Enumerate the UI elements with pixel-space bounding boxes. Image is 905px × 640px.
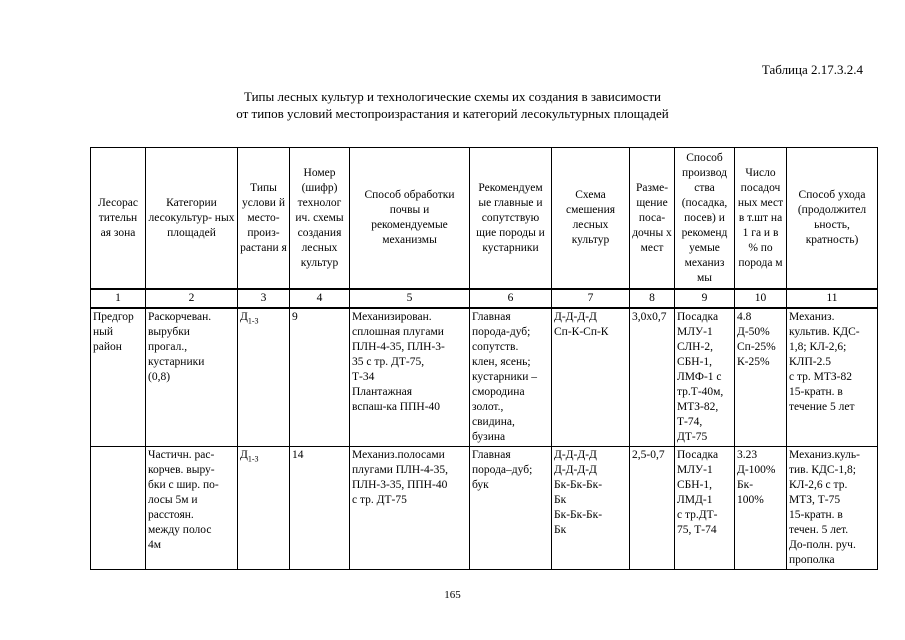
- cell-production-method-line: с тр.ДТ-: [677, 509, 718, 521]
- cell-care-method-line: тив. КДС-1,8;: [789, 464, 856, 476]
- cell-care-method-line: Механиз.: [789, 311, 835, 323]
- cell-zone: [91, 447, 146, 570]
- cell-production-method-line: МТЗ-82,: [677, 401, 719, 413]
- cell-mix-scheme-line: Бк-Бк-Бк-: [554, 479, 603, 491]
- cell-category: [146, 447, 238, 570]
- title-line-2: от типов условий местопроизрастания и категорий лесокультурных площадей: [236, 106, 669, 121]
- cell-care-method-line: с тр. МТЗ-82: [789, 371, 852, 383]
- cell-planting-count-line: Д-100%: [737, 464, 776, 476]
- cell-soil-treatment-line: вспаш-ка ППН-40: [352, 401, 441, 413]
- site-type-main: Д: [240, 311, 248, 323]
- column-number: 6: [470, 289, 552, 308]
- document-title: [0, 88, 905, 122]
- cell-mix-scheme-line: Д-Д-Д-Д: [554, 464, 597, 476]
- header-species: Рекомендуем ые главные и сопутствую щие породы и кустарники: [470, 148, 552, 290]
- cell-species-line: кустарники –: [472, 371, 537, 383]
- site-type-sub: 1-3: [247, 454, 259, 464]
- table-row: [91, 308, 878, 447]
- cell-production-method-line: ЛМФ-1 с: [677, 371, 722, 383]
- cell-soil-treatment-line: 35 с тр. ДТ-75,: [352, 356, 425, 368]
- cell-planting-count: [735, 308, 787, 447]
- header-zone: Лесорас тительн ая зона: [91, 148, 146, 290]
- cell-soil-treatment: [350, 447, 470, 570]
- cell-production-method-line: тр.Т-40м,: [677, 386, 724, 398]
- header-production-method: Способ производ ства (посадка, посев) и рекоменд уемые механиз мы: [675, 148, 735, 290]
- table-row: [91, 447, 878, 570]
- column-number-row: [91, 289, 878, 308]
- cell-care-method-line: 15-кратн. в: [789, 509, 843, 521]
- cell-category: [146, 308, 238, 447]
- cell-care-method-line: МТЗ, Т-75: [789, 494, 841, 506]
- cell-species-line: Главная: [472, 449, 511, 461]
- cell-care-method-line: До-полн. руч.: [789, 539, 856, 551]
- cell-care-method-line: 1,8; КЛ-2,6;: [789, 341, 847, 353]
- cell-category-line: между полос: [148, 524, 212, 536]
- header-planting-count: Число посадоч ных мест в т.шт на 1 га и в % по порода м: [735, 148, 787, 290]
- column-number: 11: [787, 289, 878, 308]
- cell-category-line: лосы 5м и: [148, 494, 198, 506]
- cell-planting-count-line: 4.8: [737, 311, 752, 323]
- cell-care-method-line: 15-кратн. в: [789, 386, 843, 398]
- site-type-sub: 1-3: [247, 316, 259, 326]
- table-body: [91, 308, 878, 570]
- cell-spacing: 2,5-0,7: [630, 447, 675, 570]
- table-caption: Таблица 2.17.3.2.4: [761, 62, 863, 77]
- cell-category-line: бки с шир. по-: [148, 479, 219, 491]
- cell-zone: Предгор ный район: [91, 308, 146, 447]
- cell-category-line: Частичн. рас-: [148, 449, 215, 461]
- cell-care-method-line: течен. 5 лет.: [789, 524, 849, 536]
- cell-category-line: (0,8): [148, 371, 171, 383]
- cell-soil-treatment-line: Механизирован.: [352, 311, 432, 323]
- header-scheme-number: Номер (шифр) технолог ич. схемы создания лесных культур: [290, 148, 350, 290]
- cell-species-line: порода-дуб;: [472, 326, 531, 338]
- cell-planting-count-line: Д-50%: [737, 326, 770, 338]
- cell-category-line: прогал.,: [148, 341, 188, 353]
- column-number: 5: [350, 289, 470, 308]
- cell-site-type: [238, 308, 290, 447]
- cell-category-line: вырубки: [148, 326, 190, 338]
- cell-scheme-number: 14: [290, 447, 350, 570]
- forest-cultures-table: [90, 147, 878, 570]
- cell-category-line: Раскорчеван.: [148, 311, 212, 323]
- cell-production-method-line: ЛМД-1: [677, 494, 713, 506]
- cell-production-method: [675, 308, 735, 447]
- column-number: 9: [675, 289, 735, 308]
- site-type-main: Д: [240, 449, 248, 461]
- cell-production-method-line: МЛУ-1: [677, 326, 713, 338]
- cell-planting-count-line: Бк-: [737, 479, 754, 491]
- cell-species-line: свидина,: [472, 416, 515, 428]
- cell-category-line: кустарники: [148, 356, 205, 368]
- header-mix-scheme: Схема смешения лесных культур: [552, 148, 630, 290]
- cell-species: [470, 308, 552, 447]
- header-spacing: Разме- щение поса- дочны х мест: [630, 148, 675, 290]
- cell-production-method-line: ДТ-75: [677, 431, 708, 443]
- cell-scheme-number: 9: [290, 308, 350, 447]
- cell-care-method-line: Механиз.куль-: [789, 449, 860, 461]
- cell-soil-treatment-line: Плантажная: [352, 386, 413, 398]
- cell-category-line: корчев. выру-: [148, 464, 215, 476]
- cell-mix-scheme-line: Д-Д-Д-Д: [554, 311, 597, 323]
- header-site-type: Типы услови й место- произ- растани я: [238, 148, 290, 290]
- cell-mix-scheme-line: Бк: [554, 524, 567, 536]
- cell-production-method-line: Посадка: [677, 449, 719, 461]
- cell-care-method-line: КЛП-2.5: [789, 356, 831, 368]
- cell-production-method: [675, 447, 735, 570]
- column-number: 8: [630, 289, 675, 308]
- cell-production-method-line: СБН-1,: [677, 356, 713, 368]
- column-number: 7: [552, 289, 630, 308]
- cell-species-line: клен, ясень;: [472, 356, 531, 368]
- cell-care-method: [787, 308, 878, 447]
- header-care-method: Способ ухода (продолжител ьность, кратность): [787, 148, 878, 290]
- page-number: 165: [444, 589, 461, 601]
- cell-production-method-line: СБН-1,: [677, 479, 713, 491]
- column-number: 1: [91, 289, 146, 308]
- header-category: Категории лесокультур- ных площадей: [146, 148, 238, 290]
- cell-care-method-line: прополка: [789, 554, 835, 566]
- cell-production-method-line: СЛН-2,: [677, 341, 713, 353]
- cell-species: [470, 447, 552, 570]
- cell-mix-scheme-line: Сп-К-Сп-К: [554, 326, 609, 338]
- header-row: [91, 148, 878, 290]
- cell-mix-scheme: [552, 308, 630, 447]
- cell-care-method-line: культив. КДС-: [789, 326, 860, 338]
- cell-category-line: 4м: [148, 539, 162, 551]
- column-number: 4: [290, 289, 350, 308]
- header-soil-treatment: Способ обработки почвы и рекомендуемые механизмы: [350, 148, 470, 290]
- cell-species-line: порода–дуб;: [472, 464, 533, 476]
- cell-planting-count-line: Сп-25%: [737, 341, 776, 353]
- cell-soil-treatment-line: сплошная плугами: [352, 326, 444, 338]
- title-line-1: Типы лесных культур и технологические схемы их создания в зависимости: [243, 89, 662, 104]
- cell-species-line: бук: [472, 479, 489, 491]
- cell-site-type: [238, 447, 290, 570]
- cell-mix-scheme-line: Бк: [554, 494, 567, 506]
- cell-soil-treatment-line: плугами ПЛН-4-35,: [352, 464, 448, 476]
- cell-planting-count-line: К-25%: [737, 356, 770, 368]
- cell-species-line: сопутств.: [472, 341, 519, 353]
- cell-soil-treatment-line: ПЛН-3-35, ППН-40: [352, 479, 448, 491]
- column-number: 10: [735, 289, 787, 308]
- cell-species-line: золот.,: [472, 401, 504, 413]
- cell-planting-count: [735, 447, 787, 570]
- cell-mix-scheme-line: Бк-Бк-Бк-: [554, 509, 603, 521]
- cell-production-method-line: МЛУ-1: [677, 464, 713, 476]
- cell-spacing: 3,0х0,7: [630, 308, 675, 447]
- cell-care-method-line: КЛ-2,6 с тр.: [789, 479, 848, 491]
- cell-planting-count-line: 3.23: [737, 449, 758, 461]
- cell-production-method-line: 75, Т-74: [677, 524, 717, 536]
- cell-soil-treatment-line: Механиз.полосами: [352, 449, 445, 461]
- cell-soil-treatment-line: с тр. ДТ-75: [352, 494, 407, 506]
- cell-production-method-line: Посадка: [677, 311, 719, 323]
- cell-soil-treatment-line: Т-34: [352, 371, 375, 383]
- column-number: 3: [238, 289, 290, 308]
- cell-production-method-line: Т-74,: [677, 416, 703, 428]
- cell-soil-treatment-line: ПЛН-4-35, ПЛН-3-: [352, 341, 445, 353]
- cell-species-line: смородина: [472, 386, 525, 398]
- cell-category-line: расстоян.: [148, 509, 194, 521]
- cell-species-line: бузина: [472, 431, 506, 443]
- cell-mix-scheme: [552, 447, 630, 570]
- cell-planting-count-line: 100%: [737, 494, 764, 506]
- cell-care-method: [787, 447, 878, 570]
- cell-care-method-line: течение 5 лет: [789, 401, 855, 413]
- cell-species-line: Главная: [472, 311, 511, 323]
- cell-mix-scheme-line: Д-Д-Д-Д: [554, 449, 597, 461]
- column-number: 2: [146, 289, 238, 308]
- cell-soil-treatment: [350, 308, 470, 447]
